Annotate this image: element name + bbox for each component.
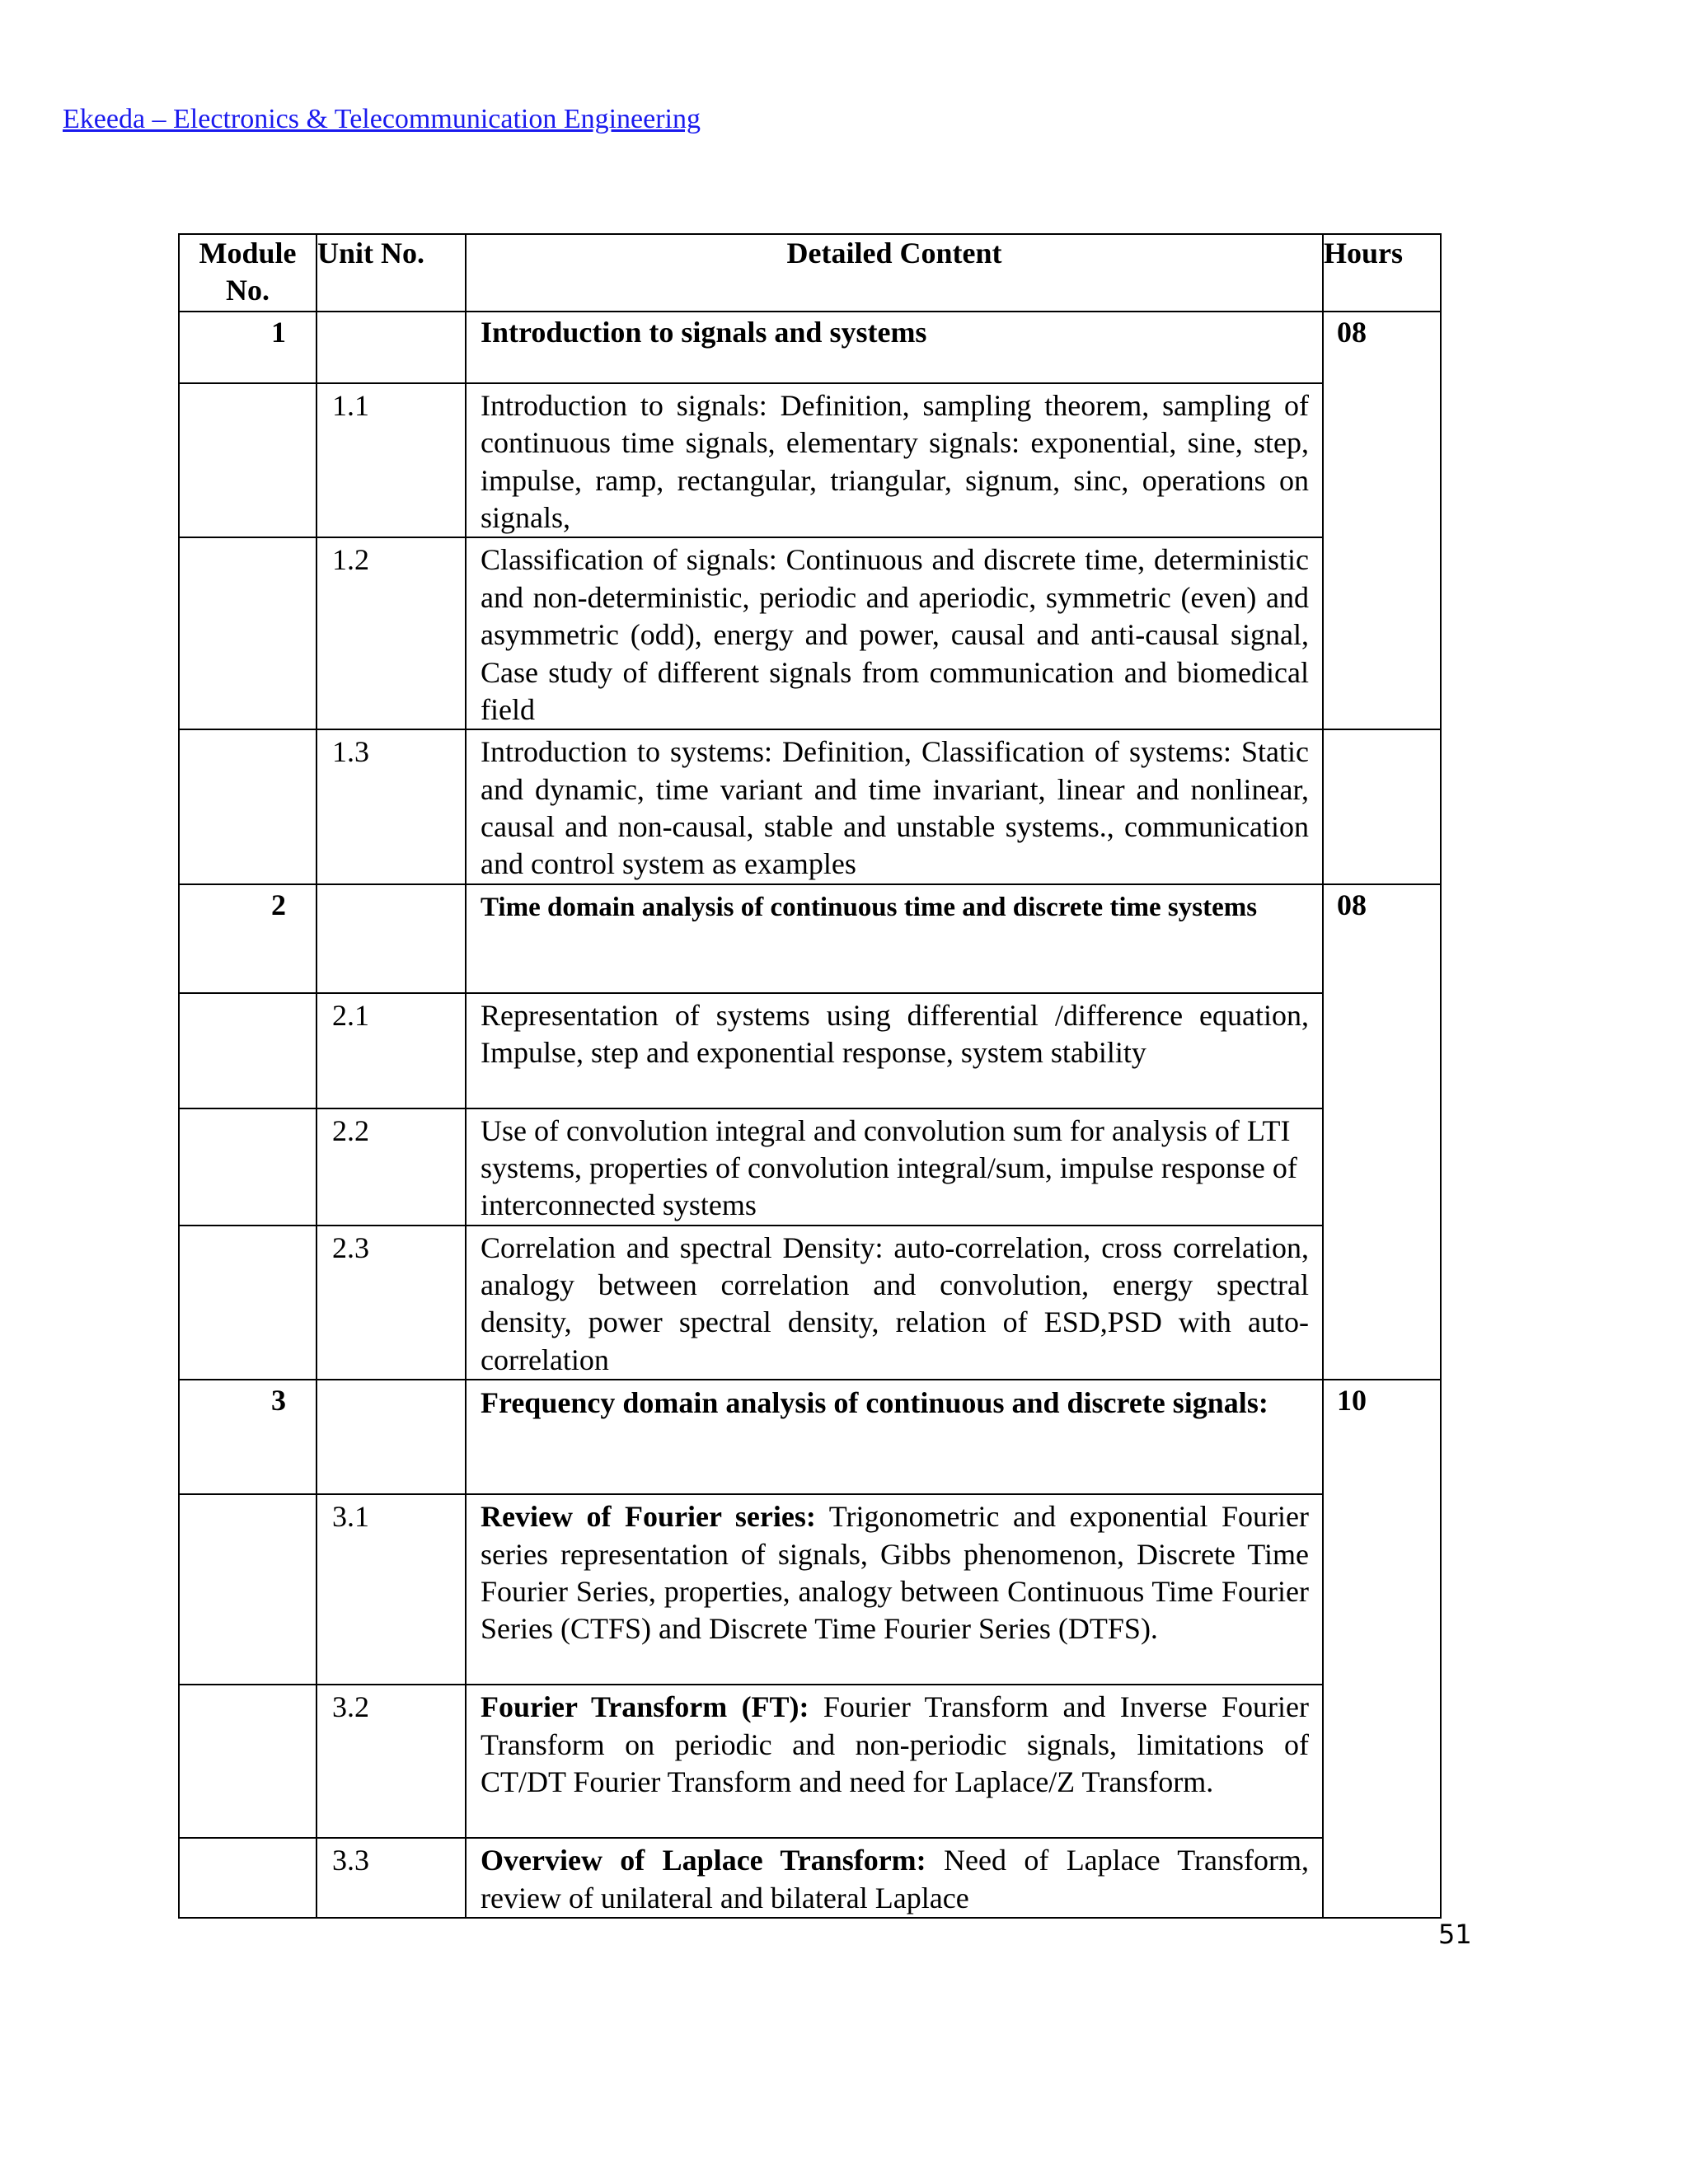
unit-lead: Overview of Laplace Transform: xyxy=(481,1844,926,1877)
unit-content xyxy=(466,1838,1323,1918)
header-module: Module No. xyxy=(179,234,316,312)
module-title: Introduction to signals and systems xyxy=(466,312,1323,383)
syllabus-table xyxy=(178,233,1442,1919)
module-row xyxy=(179,884,1441,993)
unit-text: Fourier Transform and Inverse Fourier Transform on periodic and non-periodic signals, limitations of CT/DT Fourier Transform and need for Laplace/Z Transform. xyxy=(481,1690,1309,1798)
table-row xyxy=(179,383,1441,537)
unit-number: 1.1 xyxy=(316,383,466,537)
module-row xyxy=(179,1380,1441,1494)
module-cell-empty xyxy=(179,1494,316,1685)
unit-number: 2.1 xyxy=(316,993,466,1108)
unit-content: Introduction to systems: Definition, Classification of systems: Static and dynamic, time variant and time invariant, linear and nonlinear, causal and non-causal, stable and unstable systems., communication and control system as examples xyxy=(466,729,1323,883)
header-content: Detailed Content xyxy=(466,234,1323,312)
module-cell-empty xyxy=(179,1108,316,1226)
unit-text: Trigonometric and exponential Fourier series representation of signals, Gibbs phenomenon, Discrete Time Fourier Series, properties, analogy between Continuous Time Fourier Series (CTFS) and Discrete Time Fourier Series (DTFS). xyxy=(481,1500,1309,1646)
unit-content: Classification of signals: Continuous and discrete time, deterministic and non-deterministic, periodic and aperiodic, symmetric (even) and asymmetric (odd), energy and power, causal and anti-causal signal, Case study of different signals from communication and biomedical field xyxy=(466,537,1323,729)
unit-lead: Review of Fourier series: xyxy=(481,1500,816,1534)
unit-lead: Fourier Transform (FT): xyxy=(481,1690,809,1724)
header-link[interactable]: Ekeeda – Electronics & Telecommunication Engineering xyxy=(63,104,701,134)
unit-number: 2.3 xyxy=(316,1226,466,1380)
hours-cell-empty xyxy=(1323,729,1441,883)
module-cell-empty xyxy=(179,1838,316,1918)
table-header-row xyxy=(179,234,1441,312)
unit-number: 2.2 xyxy=(316,1108,466,1226)
module-cell-empty xyxy=(179,537,316,729)
unit-content xyxy=(466,1685,1323,1838)
unit-number: 3.1 xyxy=(316,1494,466,1685)
module-number: 2 xyxy=(179,884,316,993)
unit-content: Correlation and spectral Density: auto-correlation, cross correlation, analogy between correlation and convolution, energy spectral density, power spectral density, relation of ESD,PSD with auto-correlation xyxy=(466,1226,1323,1380)
module-cell-empty xyxy=(179,383,316,537)
header-hours: Hours xyxy=(1323,234,1441,312)
table-row xyxy=(179,537,1441,729)
unit-cell-empty xyxy=(316,312,466,383)
table-row xyxy=(179,993,1441,1108)
unit-number: 3.3 xyxy=(316,1838,466,1918)
module-cell-empty xyxy=(179,729,316,883)
unit-cell-empty xyxy=(316,884,466,993)
table-row xyxy=(179,1685,1441,1838)
module-number: 3 xyxy=(179,1380,316,1494)
table-row xyxy=(179,1494,1441,1685)
table-row xyxy=(179,729,1441,883)
module-title: Frequency domain analysis of continuous and discrete signals: xyxy=(466,1380,1323,1494)
module-number: 1 xyxy=(179,312,316,383)
unit-text: Need of Laplace Transform, review of unilateral and bilateral Laplace xyxy=(481,1844,1309,1915)
module-cell-empty xyxy=(179,993,316,1108)
table-row xyxy=(179,1226,1441,1380)
table-row xyxy=(179,1108,1441,1226)
table-row xyxy=(179,1838,1441,1918)
page-number: 51 xyxy=(1438,1919,1472,1950)
unit-number: 3.2 xyxy=(316,1685,466,1838)
module-cell-empty xyxy=(179,1685,316,1838)
unit-content: Introduction to signals: Definition, sampling theorem, sampling of continuous time signals, elementary signals: exponential, sine, step, impulse, ramp, rectangular, triangular, signum, sinc, operations on signals, xyxy=(466,383,1323,537)
module-hours: 08 xyxy=(1323,312,1441,729)
unit-content: Representation of systems using differential /difference equation, Impulse, step and exponential response, system stability xyxy=(466,993,1323,1108)
module-hours: 10 xyxy=(1323,1380,1441,1918)
unit-number: 1.3 xyxy=(316,729,466,883)
module-cell-empty xyxy=(179,1226,316,1380)
unit-number: 1.2 xyxy=(316,537,466,729)
unit-content xyxy=(466,1494,1323,1685)
module-hours: 08 xyxy=(1323,884,1441,1380)
module-row xyxy=(179,312,1441,383)
header-unit: Unit No. xyxy=(316,234,466,312)
unit-content: Use of convolution integral and convolution sum for analysis of LTI systems, properties of convolution integral/sum, impulse response of interconnected systems xyxy=(466,1108,1323,1226)
module-title: Time domain analysis of continuous time and discrete time systems xyxy=(466,884,1323,993)
unit-cell-empty xyxy=(316,1380,466,1494)
